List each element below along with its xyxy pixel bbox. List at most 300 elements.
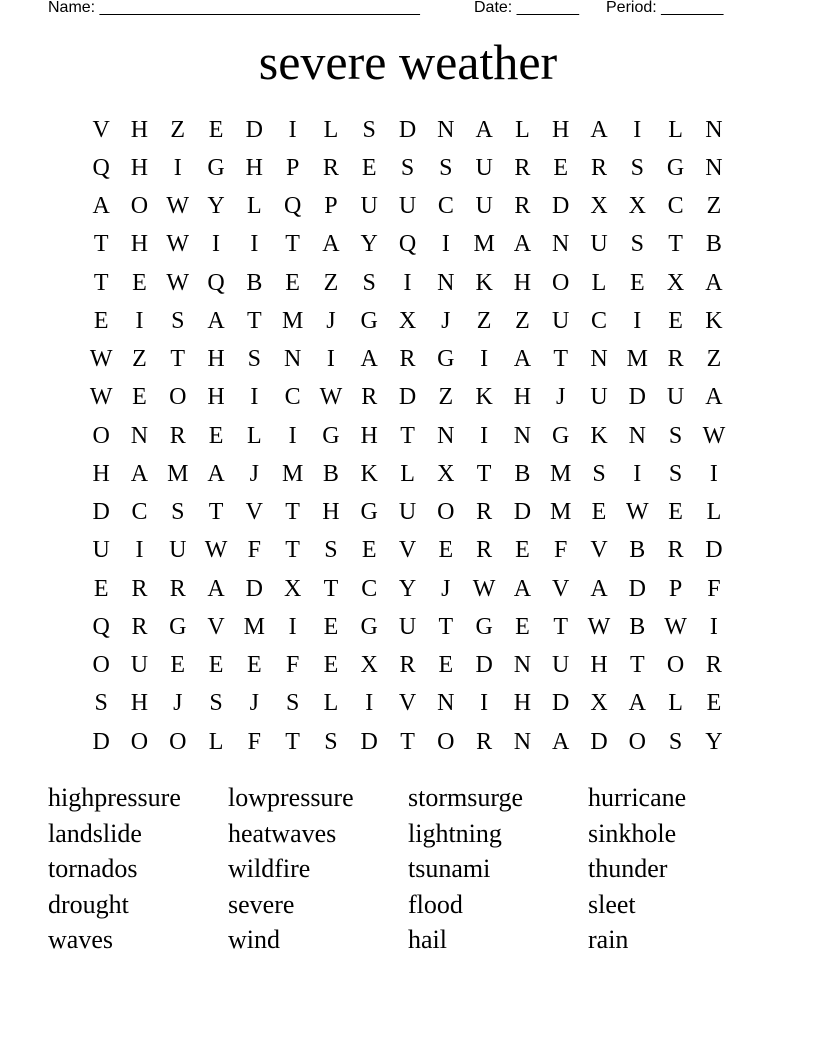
grid-letter[interactable]: O bbox=[437, 728, 455, 755]
grid-letter[interactable]: U bbox=[590, 384, 608, 411]
grid-letter[interactable]: F bbox=[707, 575, 721, 602]
grid-letter[interactable]: D bbox=[628, 575, 646, 602]
grid-letter[interactable]: L bbox=[323, 116, 339, 143]
grid-letter[interactable]: V bbox=[207, 613, 225, 640]
grid-letter[interactable]: Q bbox=[207, 269, 225, 296]
grid-letter[interactable]: B bbox=[629, 613, 646, 640]
grid-letter[interactable]: H bbox=[130, 231, 149, 258]
grid-letter[interactable]: S bbox=[247, 346, 262, 373]
grid-letter[interactable]: G bbox=[360, 613, 378, 640]
grid-letter[interactable]: I bbox=[633, 307, 642, 334]
grid-letter[interactable]: J bbox=[173, 690, 183, 717]
grid-letter[interactable]: I bbox=[326, 346, 335, 373]
grid-letter[interactable]: T bbox=[553, 613, 569, 640]
grid-letter[interactable]: G bbox=[360, 499, 378, 526]
grid-letter[interactable]: K bbox=[475, 269, 493, 296]
grid-letter[interactable]: H bbox=[207, 384, 225, 411]
grid-letter[interactable]: F bbox=[554, 537, 568, 564]
grid-letter[interactable]: S bbox=[324, 537, 338, 564]
grid-letter[interactable]: T bbox=[93, 269, 109, 296]
grid-letter[interactable]: E bbox=[438, 537, 454, 564]
grid-letter[interactable]: N bbox=[130, 422, 149, 449]
grid-letter[interactable]: D bbox=[475, 652, 493, 679]
grid-letter[interactable]: T bbox=[629, 652, 645, 679]
grid-letter[interactable]: R bbox=[514, 193, 531, 220]
grid-letter[interactable]: U bbox=[398, 193, 417, 220]
grid-letter[interactable]: V bbox=[92, 116, 110, 143]
grid-letter[interactable]: G bbox=[322, 422, 340, 449]
grid-letter[interactable]: F bbox=[247, 728, 262, 755]
grid-letter[interactable]: N bbox=[283, 346, 302, 373]
grid-letter[interactable]: H bbox=[245, 154, 263, 181]
grid-letter[interactable]: A bbox=[475, 116, 493, 143]
grid-letter[interactable]: A bbox=[552, 728, 570, 755]
grid-letter[interactable]: O bbox=[169, 728, 187, 755]
grid-letter[interactable]: V bbox=[590, 537, 608, 564]
grid-letter[interactable]: T bbox=[323, 575, 339, 602]
grid-letter[interactable]: L bbox=[668, 690, 683, 717]
grid-letter[interactable]: V bbox=[245, 499, 263, 526]
grid-letter[interactable]: J bbox=[249, 460, 259, 487]
grid-letter[interactable]: D bbox=[245, 116, 263, 143]
grid-letter[interactable]: U bbox=[590, 231, 608, 258]
grid-letter[interactable]: Q bbox=[92, 154, 110, 181]
grid-letter[interactable]: S bbox=[630, 154, 644, 181]
grid-letter[interactable]: R bbox=[131, 613, 148, 640]
grid-letter[interactable]: S bbox=[668, 460, 683, 487]
grid-letter[interactable]: I bbox=[633, 116, 642, 143]
grid-letter[interactable]: L bbox=[515, 116, 530, 143]
grid-letter[interactable]: R bbox=[476, 728, 493, 755]
grid-letter[interactable]: O bbox=[92, 652, 110, 679]
grid-letter[interactable]: O bbox=[169, 384, 187, 411]
grid-letter[interactable]: K bbox=[360, 460, 378, 487]
grid-letter[interactable]: R bbox=[476, 537, 493, 564]
grid-letter[interactable]: M bbox=[550, 460, 572, 487]
grid-letter[interactable]: S bbox=[668, 728, 683, 755]
grid-letter[interactable]: X bbox=[628, 193, 646, 220]
grid-letter[interactable]: A bbox=[705, 384, 723, 411]
grid-letter[interactable]: N bbox=[705, 116, 723, 143]
grid-letter[interactable]: W bbox=[89, 346, 113, 373]
grid-letter[interactable]: Q bbox=[92, 613, 110, 640]
grid-letter[interactable]: I bbox=[135, 537, 144, 564]
grid-letter[interactable]: X bbox=[398, 307, 417, 334]
grid-letter[interactable]: W bbox=[204, 537, 228, 564]
grid-letter[interactable]: D bbox=[92, 499, 110, 526]
grid-letter[interactable]: A bbox=[92, 193, 110, 220]
grid-letter[interactable]: X bbox=[437, 460, 455, 487]
grid-letter[interactable]: H bbox=[552, 116, 570, 143]
grid-letter[interactable]: N bbox=[437, 690, 455, 717]
grid-letter[interactable]: H bbox=[322, 499, 340, 526]
grid-letter[interactable]: A bbox=[360, 346, 378, 373]
grid-letter[interactable]: O bbox=[130, 728, 149, 755]
grid-letter[interactable]: X bbox=[590, 193, 608, 220]
grid-letter[interactable]: D bbox=[552, 193, 570, 220]
grid-letter[interactable]: U bbox=[398, 499, 417, 526]
grid-letter[interactable]: L bbox=[247, 422, 262, 449]
grid-letter[interactable]: I bbox=[288, 422, 297, 449]
grid-letter[interactable]: X bbox=[666, 269, 685, 296]
grid-letter[interactable]: R bbox=[514, 154, 531, 181]
grid-letter[interactable]: A bbox=[513, 231, 532, 258]
grid-letter[interactable]: T bbox=[285, 231, 300, 258]
grid-letter[interactable]: H bbox=[92, 460, 110, 487]
grid-letter[interactable]: J bbox=[441, 307, 451, 334]
grid-letter[interactable]: R bbox=[131, 575, 148, 602]
grid-letter[interactable]: E bbox=[706, 690, 722, 717]
grid-letter[interactable]: C bbox=[284, 384, 301, 411]
grid-letter[interactable]: M bbox=[281, 307, 304, 334]
grid-letter[interactable]: M bbox=[473, 231, 495, 258]
grid-letter[interactable]: K bbox=[590, 422, 608, 449]
grid-letter[interactable]: G bbox=[552, 422, 570, 449]
grid-letter[interactable]: U bbox=[552, 307, 570, 334]
grid-letter[interactable]: W bbox=[166, 193, 190, 220]
grid-letter[interactable]: W bbox=[166, 269, 190, 296]
grid-letter[interactable]: W bbox=[89, 384, 113, 411]
grid-letter[interactable]: S bbox=[94, 690, 108, 717]
grid-letter[interactable]: E bbox=[515, 537, 530, 564]
grid-letter[interactable]: G bbox=[666, 154, 685, 181]
grid-letter[interactable]: S bbox=[362, 116, 376, 143]
grid-letter[interactable]: R bbox=[591, 154, 608, 181]
grid-letter[interactable]: N bbox=[437, 116, 455, 143]
grid-letter[interactable]: X bbox=[360, 652, 378, 679]
grid-letter[interactable]: Y bbox=[398, 575, 417, 602]
grid-letter[interactable]: D bbox=[552, 690, 570, 717]
grid-letter[interactable]: A bbox=[590, 116, 608, 143]
grid-letter[interactable]: P bbox=[668, 575, 683, 602]
grid-letter[interactable]: T bbox=[93, 231, 109, 258]
grid-letter[interactable]: H bbox=[360, 422, 378, 449]
grid-letter[interactable]: U bbox=[398, 613, 417, 640]
grid-letter[interactable]: A bbox=[590, 575, 608, 602]
grid-letter[interactable]: A bbox=[130, 460, 149, 487]
grid-letter[interactable]: I bbox=[633, 460, 642, 487]
grid-letter[interactable]: R bbox=[322, 154, 339, 181]
grid-letter[interactable]: L bbox=[591, 269, 607, 296]
grid-letter[interactable]: R bbox=[361, 384, 378, 411]
grid-letter[interactable]: R bbox=[476, 499, 493, 526]
grid-letter[interactable]: O bbox=[666, 652, 685, 679]
grid-letter[interactable]: S bbox=[171, 307, 185, 334]
grid-letter[interactable]: U bbox=[475, 154, 493, 181]
grid-letter[interactable]: I bbox=[441, 231, 450, 258]
grid-letter[interactable]: C bbox=[131, 499, 148, 526]
word-bank-item: sleet bbox=[588, 889, 636, 919]
grid-letter[interactable]: W bbox=[587, 613, 611, 640]
grid-letter[interactable]: B bbox=[246, 269, 263, 296]
grid-letter[interactable]: D bbox=[705, 537, 723, 564]
grid-letter[interactable]: H bbox=[513, 384, 532, 411]
grid-letter[interactable]: O bbox=[92, 422, 110, 449]
grid-letter[interactable]: U bbox=[666, 384, 685, 411]
grid-letter[interactable]: D bbox=[92, 728, 110, 755]
grid-letter[interactable]: L bbox=[668, 116, 683, 143]
grid-letter[interactable]: S bbox=[592, 460, 606, 487]
grid-letter[interactable]: E bbox=[591, 499, 607, 526]
grid-letter[interactable]: Z bbox=[706, 193, 722, 220]
grid-letter[interactable]: W bbox=[664, 613, 687, 640]
grid-letter[interactable]: E bbox=[515, 613, 530, 640]
grid-letter[interactable]: E bbox=[285, 269, 300, 296]
grid-letter[interactable]: J bbox=[556, 384, 566, 411]
grid-letter[interactable]: A bbox=[207, 307, 225, 334]
grid-letter[interactable]: W bbox=[319, 384, 343, 411]
grid-letter[interactable]: D bbox=[245, 575, 263, 602]
grid-letter[interactable]: E bbox=[93, 575, 109, 602]
grid-letter[interactable]: J bbox=[441, 575, 451, 602]
grid-letter[interactable]: T bbox=[285, 499, 300, 526]
grid-letter[interactable]: U bbox=[552, 652, 570, 679]
word-bank-item: hurricane bbox=[588, 783, 687, 812]
grid-letter[interactable]: N bbox=[628, 422, 646, 449]
grid-letter[interactable]: T bbox=[208, 499, 224, 526]
grid-letter[interactable]: C bbox=[361, 575, 378, 602]
grid-letter[interactable]: I bbox=[365, 690, 374, 717]
grid-letter[interactable]: I bbox=[250, 231, 259, 258]
grid-letter[interactable]: E bbox=[323, 652, 339, 679]
grid-letter[interactable]: T bbox=[170, 346, 186, 373]
grid-letter[interactable]: Q bbox=[283, 193, 302, 220]
grid-letter[interactable]: E bbox=[132, 269, 147, 296]
grid-letter[interactable]: U bbox=[92, 537, 110, 564]
grid-letter[interactable]: C bbox=[667, 193, 684, 220]
grid-letter[interactable]: T bbox=[668, 231, 683, 258]
grid-letter[interactable]: E bbox=[208, 422, 224, 449]
grid-letter[interactable]: S bbox=[209, 690, 223, 717]
grid-letter[interactable]: S bbox=[324, 728, 338, 755]
grid-letter[interactable]: Y bbox=[207, 193, 225, 220]
grid-letter[interactable]: T bbox=[553, 346, 569, 373]
grid-letter[interactable]: Z bbox=[438, 384, 454, 411]
grid-letter[interactable]: Y bbox=[705, 728, 723, 755]
grid-letter[interactable]: S bbox=[171, 499, 185, 526]
grid-letter[interactable]: M bbox=[167, 460, 189, 487]
grid-letter[interactable]: K bbox=[705, 307, 723, 334]
grid-letter[interactable]: U bbox=[130, 652, 149, 679]
grid-letter[interactable]: J bbox=[326, 307, 336, 334]
word-bank-item: severe bbox=[228, 889, 295, 919]
grid-letter[interactable]: H bbox=[130, 690, 149, 717]
grid-letter[interactable]: N bbox=[590, 346, 608, 373]
grid-letter[interactable]: S bbox=[668, 422, 683, 449]
grid-letter[interactable]: D bbox=[398, 116, 417, 143]
grid-letter[interactable]: E bbox=[170, 652, 186, 679]
grid-letter[interactable]: N bbox=[513, 422, 532, 449]
grid-letter[interactable]: E bbox=[132, 384, 147, 411]
grid-letter[interactable]: I bbox=[403, 269, 412, 296]
grid-letter[interactable]: I bbox=[480, 346, 489, 373]
grid-letter[interactable]: R bbox=[169, 422, 186, 449]
word-bank-item: waves bbox=[48, 925, 113, 954]
grid-letter[interactable]: S bbox=[630, 231, 644, 258]
grid-letter[interactable]: N bbox=[513, 728, 532, 755]
grid-letter[interactable]: U bbox=[169, 537, 187, 564]
grid-letter[interactable]: R bbox=[169, 575, 186, 602]
grid-letter[interactable]: T bbox=[476, 460, 492, 487]
grid-letter[interactable]: H bbox=[130, 116, 149, 143]
grid-letter[interactable]: R bbox=[399, 652, 416, 679]
grid-letter[interactable]: H bbox=[590, 652, 608, 679]
grid-letter[interactable]: N bbox=[437, 422, 455, 449]
grid-letter[interactable]: J bbox=[249, 690, 259, 717]
grid-letter[interactable]: L bbox=[706, 499, 722, 526]
grid-letter[interactable]: M bbox=[626, 346, 648, 373]
grid-letter[interactable]: S bbox=[400, 154, 415, 181]
word-bank-item: tsunami bbox=[408, 854, 491, 883]
grid-letter[interactable]: Z bbox=[132, 346, 147, 373]
grid-letter[interactable]: N bbox=[513, 652, 532, 679]
grid-letter[interactable]: I bbox=[480, 422, 489, 449]
grid-letter[interactable]: P bbox=[324, 193, 338, 220]
period-field[interactable]: Period: _______ bbox=[606, 0, 724, 16]
grid-letter[interactable]: T bbox=[438, 613, 454, 640]
grid-letter[interactable]: I bbox=[709, 460, 718, 487]
grid-letter[interactable]: B bbox=[629, 537, 646, 564]
grid-letter[interactable]: T bbox=[400, 422, 415, 449]
grid-letter[interactable]: I bbox=[288, 116, 297, 143]
grid-letter[interactable]: E bbox=[629, 269, 645, 296]
grid-letter[interactable]: D bbox=[360, 728, 378, 755]
grid-letter[interactable]: Q bbox=[398, 231, 417, 258]
grid-letter[interactable]: G bbox=[169, 613, 187, 640]
grid-letter[interactable]: L bbox=[323, 690, 339, 717]
grid-letter[interactable]: B bbox=[322, 460, 339, 487]
grid-letter[interactable]: D bbox=[398, 384, 417, 411]
grid-letter[interactable]: L bbox=[400, 460, 415, 487]
grid-letter[interactable]: E bbox=[553, 154, 569, 181]
word-bank-item: lightning bbox=[408, 818, 502, 848]
grid-letter[interactable]: Z bbox=[476, 307, 492, 334]
grid-letter[interactable]: I bbox=[135, 307, 144, 334]
grid-letter[interactable]: I bbox=[480, 690, 489, 717]
grid-letter[interactable]: F bbox=[285, 652, 300, 679]
grid-letter[interactable]: M bbox=[243, 613, 265, 640]
grid-letter[interactable]: S bbox=[439, 154, 453, 181]
grid-letter[interactable]: C bbox=[437, 193, 454, 220]
grid-letter[interactable]: P bbox=[285, 154, 300, 181]
grid-letter[interactable]: C bbox=[591, 307, 608, 334]
grid-letter[interactable]: I bbox=[288, 613, 297, 640]
grid-letter[interactable]: Z bbox=[323, 269, 339, 296]
grid-letter[interactable]: H bbox=[513, 269, 532, 296]
grid-letter[interactable]: E bbox=[93, 307, 109, 334]
grid-letter[interactable]: O bbox=[552, 269, 570, 296]
grid-letter[interactable]: Z bbox=[170, 116, 186, 143]
grid-letter[interactable]: H bbox=[513, 690, 532, 717]
grid-letter[interactable]: S bbox=[362, 269, 376, 296]
name-field[interactable]: Name: ____________________________________ bbox=[48, 0, 420, 16]
grid-letter[interactable]: B bbox=[514, 460, 531, 487]
grid-letter[interactable]: Z bbox=[515, 307, 530, 334]
grid-letter[interactable]: M bbox=[550, 499, 572, 526]
grid-letter[interactable]: Z bbox=[706, 346, 722, 373]
grid-letter[interactable]: S bbox=[285, 690, 300, 717]
grid-letter[interactable]: T bbox=[285, 728, 300, 755]
grid-letter[interactable]: A bbox=[207, 575, 225, 602]
grid-letter[interactable]: H bbox=[207, 346, 225, 373]
grid-letter[interactable]: D bbox=[628, 384, 646, 411]
grid-letter[interactable]: H bbox=[130, 154, 149, 181]
grid-letter[interactable]: D bbox=[590, 728, 608, 755]
grid-letter[interactable]: N bbox=[552, 231, 570, 258]
grid-letter[interactable]: X bbox=[283, 575, 302, 602]
grid-letter[interactable]: W bbox=[166, 231, 190, 258]
grid-letter[interactable]: I bbox=[709, 613, 718, 640]
date-field[interactable]: Date: _______ bbox=[474, 0, 579, 16]
grid-letter[interactable]: E bbox=[668, 499, 683, 526]
grid-letter[interactable]: K bbox=[475, 384, 493, 411]
grid-letter[interactable]: I bbox=[173, 154, 182, 181]
grid-letter[interactable]: Y bbox=[360, 231, 378, 258]
grid-letter[interactable]: A bbox=[513, 575, 532, 602]
grid-letter[interactable]: L bbox=[208, 728, 224, 755]
grid-letter[interactable]: V bbox=[398, 537, 417, 564]
grid-letter[interactable]: M bbox=[281, 460, 304, 487]
grid-letter[interactable]: I bbox=[250, 384, 259, 411]
grid-letter[interactable]: E bbox=[208, 652, 224, 679]
grid-letter[interactable]: E bbox=[247, 652, 262, 679]
grid-letter[interactable]: L bbox=[247, 193, 262, 220]
grid-letter[interactable]: E bbox=[323, 613, 339, 640]
grid-letter[interactable]: V bbox=[552, 575, 570, 602]
grid-letter[interactable]: A bbox=[207, 460, 225, 487]
grid-letter[interactable]: F bbox=[247, 537, 262, 564]
grid-letter[interactable]: T bbox=[400, 728, 415, 755]
grid-letter[interactable]: O bbox=[130, 193, 149, 220]
grid-letter[interactable]: T bbox=[285, 537, 300, 564]
grid-letter[interactable]: V bbox=[398, 690, 417, 717]
grid-letter[interactable]: W bbox=[702, 422, 726, 449]
grid-letter[interactable]: G bbox=[207, 154, 225, 181]
grid-letter[interactable]: A bbox=[513, 346, 532, 373]
grid-letter[interactable]: U bbox=[360, 193, 378, 220]
grid-letter[interactable]: O bbox=[437, 499, 455, 526]
grid-letter[interactable]: W bbox=[625, 499, 649, 526]
grid-letter[interactable]: T bbox=[247, 307, 262, 334]
grid-letter[interactable]: E bbox=[361, 154, 377, 181]
grid-letter[interactable]: U bbox=[475, 193, 493, 220]
grid-letter[interactable]: I bbox=[212, 231, 221, 258]
grid-letter[interactable]: R bbox=[399, 346, 416, 373]
grid-letter[interactable]: E bbox=[668, 307, 683, 334]
grid-letter[interactable]: R bbox=[667, 346, 684, 373]
grid-letter[interactable]: E bbox=[361, 537, 377, 564]
grid-letter[interactable]: W bbox=[472, 575, 496, 602]
grid-letter[interactable]: O bbox=[628, 728, 646, 755]
grid-letter[interactable]: R bbox=[667, 537, 684, 564]
grid-letter[interactable]: E bbox=[438, 652, 454, 679]
grid-letter[interactable]: X bbox=[590, 690, 608, 717]
grid-letter[interactable]: G bbox=[360, 307, 378, 334]
grid-letter[interactable]: R bbox=[705, 652, 722, 679]
grid-letter[interactable]: B bbox=[705, 231, 722, 258]
word-bank-item: wind bbox=[228, 925, 280, 954]
word-bank-item: heatwaves bbox=[228, 818, 337, 848]
grid-letter[interactable]: E bbox=[208, 116, 224, 143]
grid-letter[interactable]: N bbox=[705, 154, 723, 181]
grid-letter[interactable]: N bbox=[437, 269, 455, 296]
grid-letter[interactable]: D bbox=[513, 499, 532, 526]
grid-letter[interactable]: A bbox=[322, 231, 340, 258]
grid-letter[interactable]: G bbox=[437, 346, 455, 373]
grid-letter[interactable]: A bbox=[705, 269, 723, 296]
grid-letter[interactable]: G bbox=[475, 613, 493, 640]
grid-letter[interactable]: A bbox=[628, 690, 646, 717]
